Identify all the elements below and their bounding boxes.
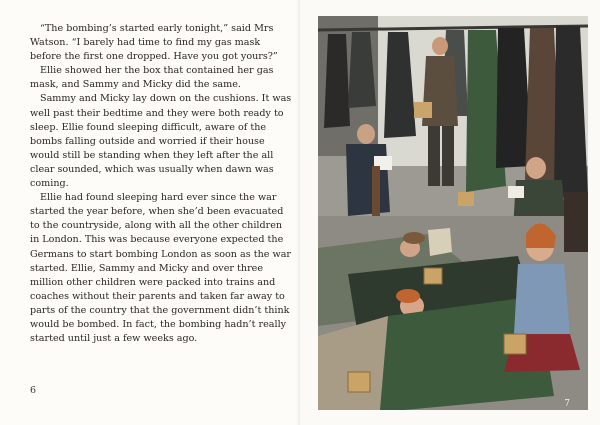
paragraph: Ellie had found sleeping hard ever since the war started the year before, when she’d been evacuated to the countryside, along with all the other children in London. This was because everyone expected the Germans to start bombing London as soon as the war started. Ellie, Sammy and Micky and over three million other children were packed into trains and coaches without their parents and taken far away to parts of the country that the government didn’t think would be bombed. In fact, the bombing hadn’t really started until just a few weeks ago. [30,192,291,345]
illustration-art [318,16,588,410]
page-number-left: 6 [30,385,37,396]
page-number-right: 7 [564,399,570,409]
story-text [30,22,292,346]
paragraph: Ellie showed her the box that contained her gas mask, and Sammy and Micky did the same. [30,65,274,91]
right-page [300,0,600,425]
paragraph: Sammy and Micky lay down on the cushions. It was well past their bedtime and they were both ready to sleep. Ellie found sleeping difficult, aware of the bombs falling outside and worried if their house would still be standing when they left after the all clear sounded, which was usually when dawn was coming. [30,93,292,190]
paragraph: “The bombing’s started early tonight,” said Mrs Watson. “I barely had time to find my gas mask before the first one dropped. Have you got yours?” [30,23,278,63]
air-raid-shelter-illustration [318,16,588,410]
